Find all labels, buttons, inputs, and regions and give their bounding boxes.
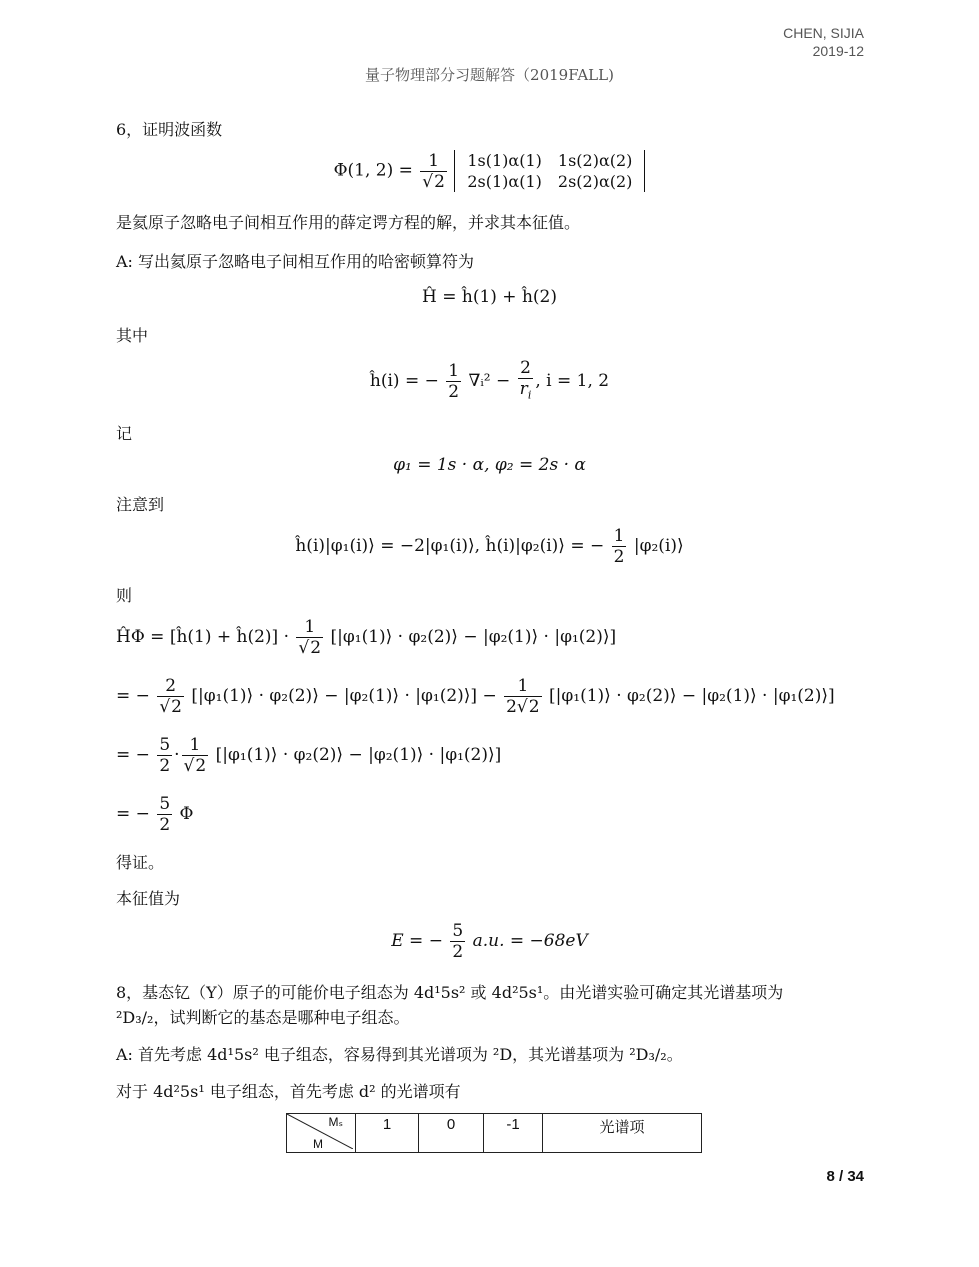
det-cell: 1s(2)α(2) <box>557 151 633 170</box>
det-cell: 1s(1)α(1) <box>467 151 542 170</box>
fraction-2-over-r: $\frac{2}{r_i}$ <box>519 358 532 402</box>
line2-b: − <box>482 686 497 706</box>
question-6-statement-b: 是氦原子忽略电子间相互作用的薛定谔方程的解，并求其本征值。 <box>116 213 581 232</box>
bracket-term: [|φ₁(1)⟩ · φ₂(2)⟩ − |φ₂(1)⟩ · |φ₁(2)⟩] <box>549 686 835 706</box>
spectral-term-table <box>286 1113 702 1153</box>
det-cell: 2s(1)α(1) <box>467 172 542 191</box>
h-action-equation <box>0 526 979 567</box>
table-header-cell: 光谱项 <box>543 1114 702 1153</box>
line1-lhs: ĤΦ = [ĥ(1) + ĥ(2)] · <box>116 627 289 647</box>
header-title: 量子物理部分习题解答（2019FALL) <box>365 66 614 84</box>
fraction-5-over-2: $\frac{5}{2}$ <box>159 794 171 835</box>
energy-lhs: E = − <box>391 931 443 951</box>
h-action-a: ĥ(i)|φ₁(i)⟩ = −2|φ₁(i)⟩, ĥ(i)|φ₂(i)⟩ = − <box>295 536 605 556</box>
eigenvalue-equation <box>0 921 979 962</box>
eigenvalue-label: 本征值为 <box>116 889 181 908</box>
fraction-5-over-2: $\frac{5}{2}$ <box>452 921 464 962</box>
fraction-half: $\frac{1}{2}$ <box>613 526 625 567</box>
question-8-line-2: ²D₃/₂，试判断它的基态是哪种电子组态。 <box>116 1008 410 1027</box>
fraction-1-over-sqrt2: $\frac{1}{√2}$ <box>422 150 445 192</box>
fraction-1-over-sqrt2: $\frac{1}{√2}$ <box>183 735 207 776</box>
h-action-b: |φ₂(i)⟩ <box>633 536 684 556</box>
table-header-cell: 0 <box>419 1114 484 1153</box>
question-6-statement: 6，证明波函数 <box>116 120 223 139</box>
answer-intro: A: 写出氦原子忽略电子间相互作用的哈密顿算符为 <box>116 252 475 271</box>
wavefunction-equation <box>0 150 979 192</box>
line4-b: Φ <box>179 804 194 824</box>
hamiltonian-equation: Ĥ = ĥ(1) + ĥ(2) <box>422 287 557 307</box>
corner-m-label: M <box>313 1137 323 1151</box>
line3-a: = − <box>116 745 150 765</box>
header-date: 2019-12 <box>812 43 864 59</box>
bracket-term: [|φ₁(1)⟩ · φ₂(2)⟩ − |φ₂(1)⟩ · |φ₁(2)⟩] <box>330 627 617 647</box>
proven-label: 得证。 <box>116 853 165 872</box>
notice-label: 注意到 <box>116 495 165 514</box>
fraction-1-over-2sqrt2: $\frac{1}{2√2}$ <box>506 676 540 717</box>
derivation-line-2 <box>116 676 835 717</box>
then-label: 则 <box>116 586 133 605</box>
table-header-cell: 1 <box>356 1114 419 1153</box>
header-author: CHEN, SIJIA <box>783 25 864 41</box>
corner-ms-label: Mₛ <box>328 1115 343 1129</box>
fraction-half: $\frac{1}{2}$ <box>448 361 460 403</box>
bracket-term: [|φ₁(1)⟩ · φ₂(2)⟩ − |φ₂(1)⟩ · |φ₁(2)⟩] <box>215 745 502 765</box>
derivation-line-3 <box>116 735 501 776</box>
answer-8-line-2: 对于 4d²5s¹ 电子组态，首先考虑 d² 的光谱项有 <box>116 1082 461 1101</box>
phi-definition: φ₁ = 1s · α, φ₂ = 2s · α <box>393 455 586 475</box>
fraction-5-over-2: $\frac{5}{2}$ <box>159 735 171 776</box>
derivation-line-4 <box>116 794 193 835</box>
det-cell: 2s(2)α(2) <box>557 172 633 191</box>
question-8-line-1: 8，基态钇（Y）原子的可能价电子组态为 4d¹5s² 或 4d²5s¹。由光谱实验可确定其光谱基项为 <box>116 983 784 1002</box>
fraction-2-over-sqrt2: $\frac{2}{√2}$ <box>159 676 182 717</box>
note-label: 记 <box>116 424 133 443</box>
where-label: 其中 <box>116 326 149 345</box>
h-mid: ∇ᵢ² − <box>468 371 511 392</box>
answer-8-line-1: A: 首先考虑 4d¹5s² 电子组态，容易得到其光谱项为 ²D，其光谱基项为 ²D₃/₂。 <box>116 1045 683 1064</box>
line3-dot: · <box>174 745 180 765</box>
table-corner-cell <box>287 1114 356 1153</box>
line4-a: = − <box>116 804 150 824</box>
phi-lhs: Φ(1, 2) = <box>333 160 413 181</box>
energy-rhs: a.u. = −68eV <box>472 931 588 951</box>
h-tail: , i = 1, 2 <box>535 371 610 392</box>
h-lhs: ĥ(i) = − <box>369 371 439 392</box>
page-number: 8 / 34 <box>826 1168 864 1185</box>
slater-determinant <box>454 150 645 192</box>
fraction-1-over-sqrt2: $\frac{1}{√2}$ <box>298 617 322 658</box>
bracket-term: [|φ₁(1)⟩ · φ₂(2)⟩ − |φ₂(1)⟩ · |φ₁(2)⟩] <box>191 686 478 706</box>
line2-a: = − <box>116 686 150 706</box>
single-electron-hamiltonian <box>0 358 979 405</box>
derivation-line-1 <box>116 617 616 658</box>
table-header-cell: -1 <box>484 1114 543 1153</box>
